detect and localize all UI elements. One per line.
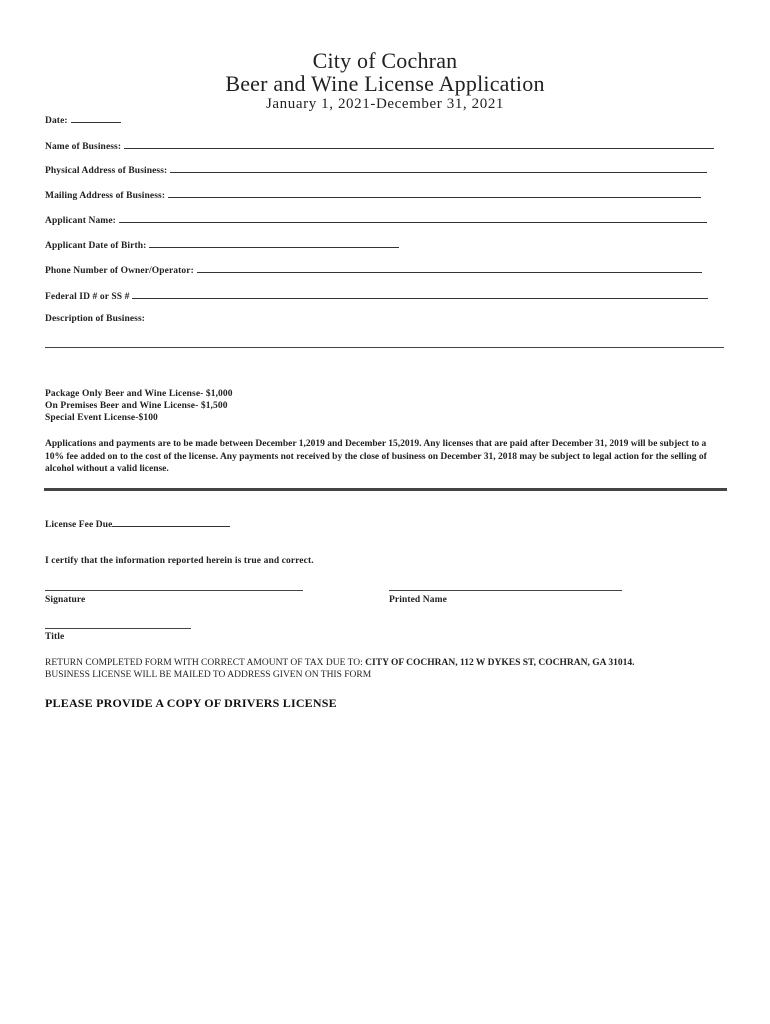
mailing-address-blank[interactable] xyxy=(168,188,701,198)
fee-premises: On Premises Beer and Wine License- $1,500 xyxy=(45,401,228,411)
physical-address-label: Physical Address of Business: xyxy=(45,166,168,176)
physical-address-blank[interactable] xyxy=(170,163,707,173)
applicant-name-blank[interactable] xyxy=(119,213,707,223)
date-blank[interactable] xyxy=(71,113,121,123)
printed-name-label: Printed Name xyxy=(389,595,447,605)
applicant-dob-blank[interactable] xyxy=(149,238,399,248)
fee-special-event: Special Event License-$100 xyxy=(45,413,158,423)
printed-name-blank[interactable] xyxy=(389,590,622,591)
phone-blank[interactable] xyxy=(197,263,702,273)
date-field[interactable] xyxy=(45,113,121,126)
federal-id-blank[interactable] xyxy=(132,289,708,299)
applicant-dob-field[interactable] xyxy=(45,238,399,251)
applicant-name-field[interactable] xyxy=(45,213,707,226)
mail-note: BUSINESS LICENSE WILL BE MAILED TO ADDRESS GIVEN ON THIS FORM xyxy=(45,670,372,680)
license-fee-due-label: License Fee Due xyxy=(45,520,113,530)
description-blank[interactable] xyxy=(45,347,724,348)
return-line xyxy=(45,657,634,669)
title-blank[interactable] xyxy=(45,628,191,629)
federal-id-label: Federal ID # or SS # xyxy=(45,292,130,302)
federal-id-field[interactable] xyxy=(45,289,708,302)
form-title: Beer and Wine License Application xyxy=(225,71,545,96)
mailing-address-label: Mailing Address of Business: xyxy=(45,191,166,201)
license-fee-due-field[interactable] xyxy=(45,517,230,530)
phone-field[interactable] xyxy=(45,263,702,276)
business-name-field[interactable] xyxy=(45,139,714,152)
phone-label: Phone Number of Owner/Operator: xyxy=(45,266,194,276)
signature-blank[interactable] xyxy=(45,590,303,591)
return-prefix: RETURN COMPLETED FORM WITH CORRECT AMOUNT OF TAX DUE TO: xyxy=(45,658,363,668)
license-period: January 1, 2021-December 31, 2021 xyxy=(265,96,505,112)
signature-label: Signature xyxy=(45,595,86,605)
business-name-blank[interactable] xyxy=(124,139,714,149)
applicant-dob-label: Applicant Date of Birth: xyxy=(45,241,147,251)
section-divider xyxy=(44,488,727,491)
return-address: CITY OF COCHRAN, 112 W DYKES ST, COCHRAN, GA 31014. xyxy=(365,658,635,668)
applicant-name-label: Applicant Name: xyxy=(45,216,116,226)
description-label: Description of Business: xyxy=(45,314,146,324)
city-heading: City of Cochran xyxy=(312,48,458,73)
payment-notice: Applications and payments are to be made between December 1,2019 and December 15,2019. Any licenses that are paid after December 31, 2019 will be subject to a 10% fee added on to the cost of the license. Any payments not received by the close of business on December 31, 2018 may be subject to legal action for the selling of alcohol without a valid license. xyxy=(45,439,707,474)
title-label: Title xyxy=(45,632,65,642)
fee-package: Package Only Beer and Wine License- $1,000 xyxy=(45,389,233,399)
certify-statement: I certify that the information reported herein is true and correct. xyxy=(45,556,314,566)
date-label: Date: xyxy=(45,116,68,126)
license-fee-due-blank[interactable] xyxy=(112,517,230,527)
business-name-label: Name of Business: xyxy=(45,142,122,152)
physical-address-field[interactable] xyxy=(45,163,707,176)
mailing-address-field[interactable] xyxy=(45,188,701,201)
provide-license-notice: PLEASE PROVIDE A COPY OF DRIVERS LICENSE xyxy=(45,696,337,710)
return-instructions xyxy=(45,657,634,681)
